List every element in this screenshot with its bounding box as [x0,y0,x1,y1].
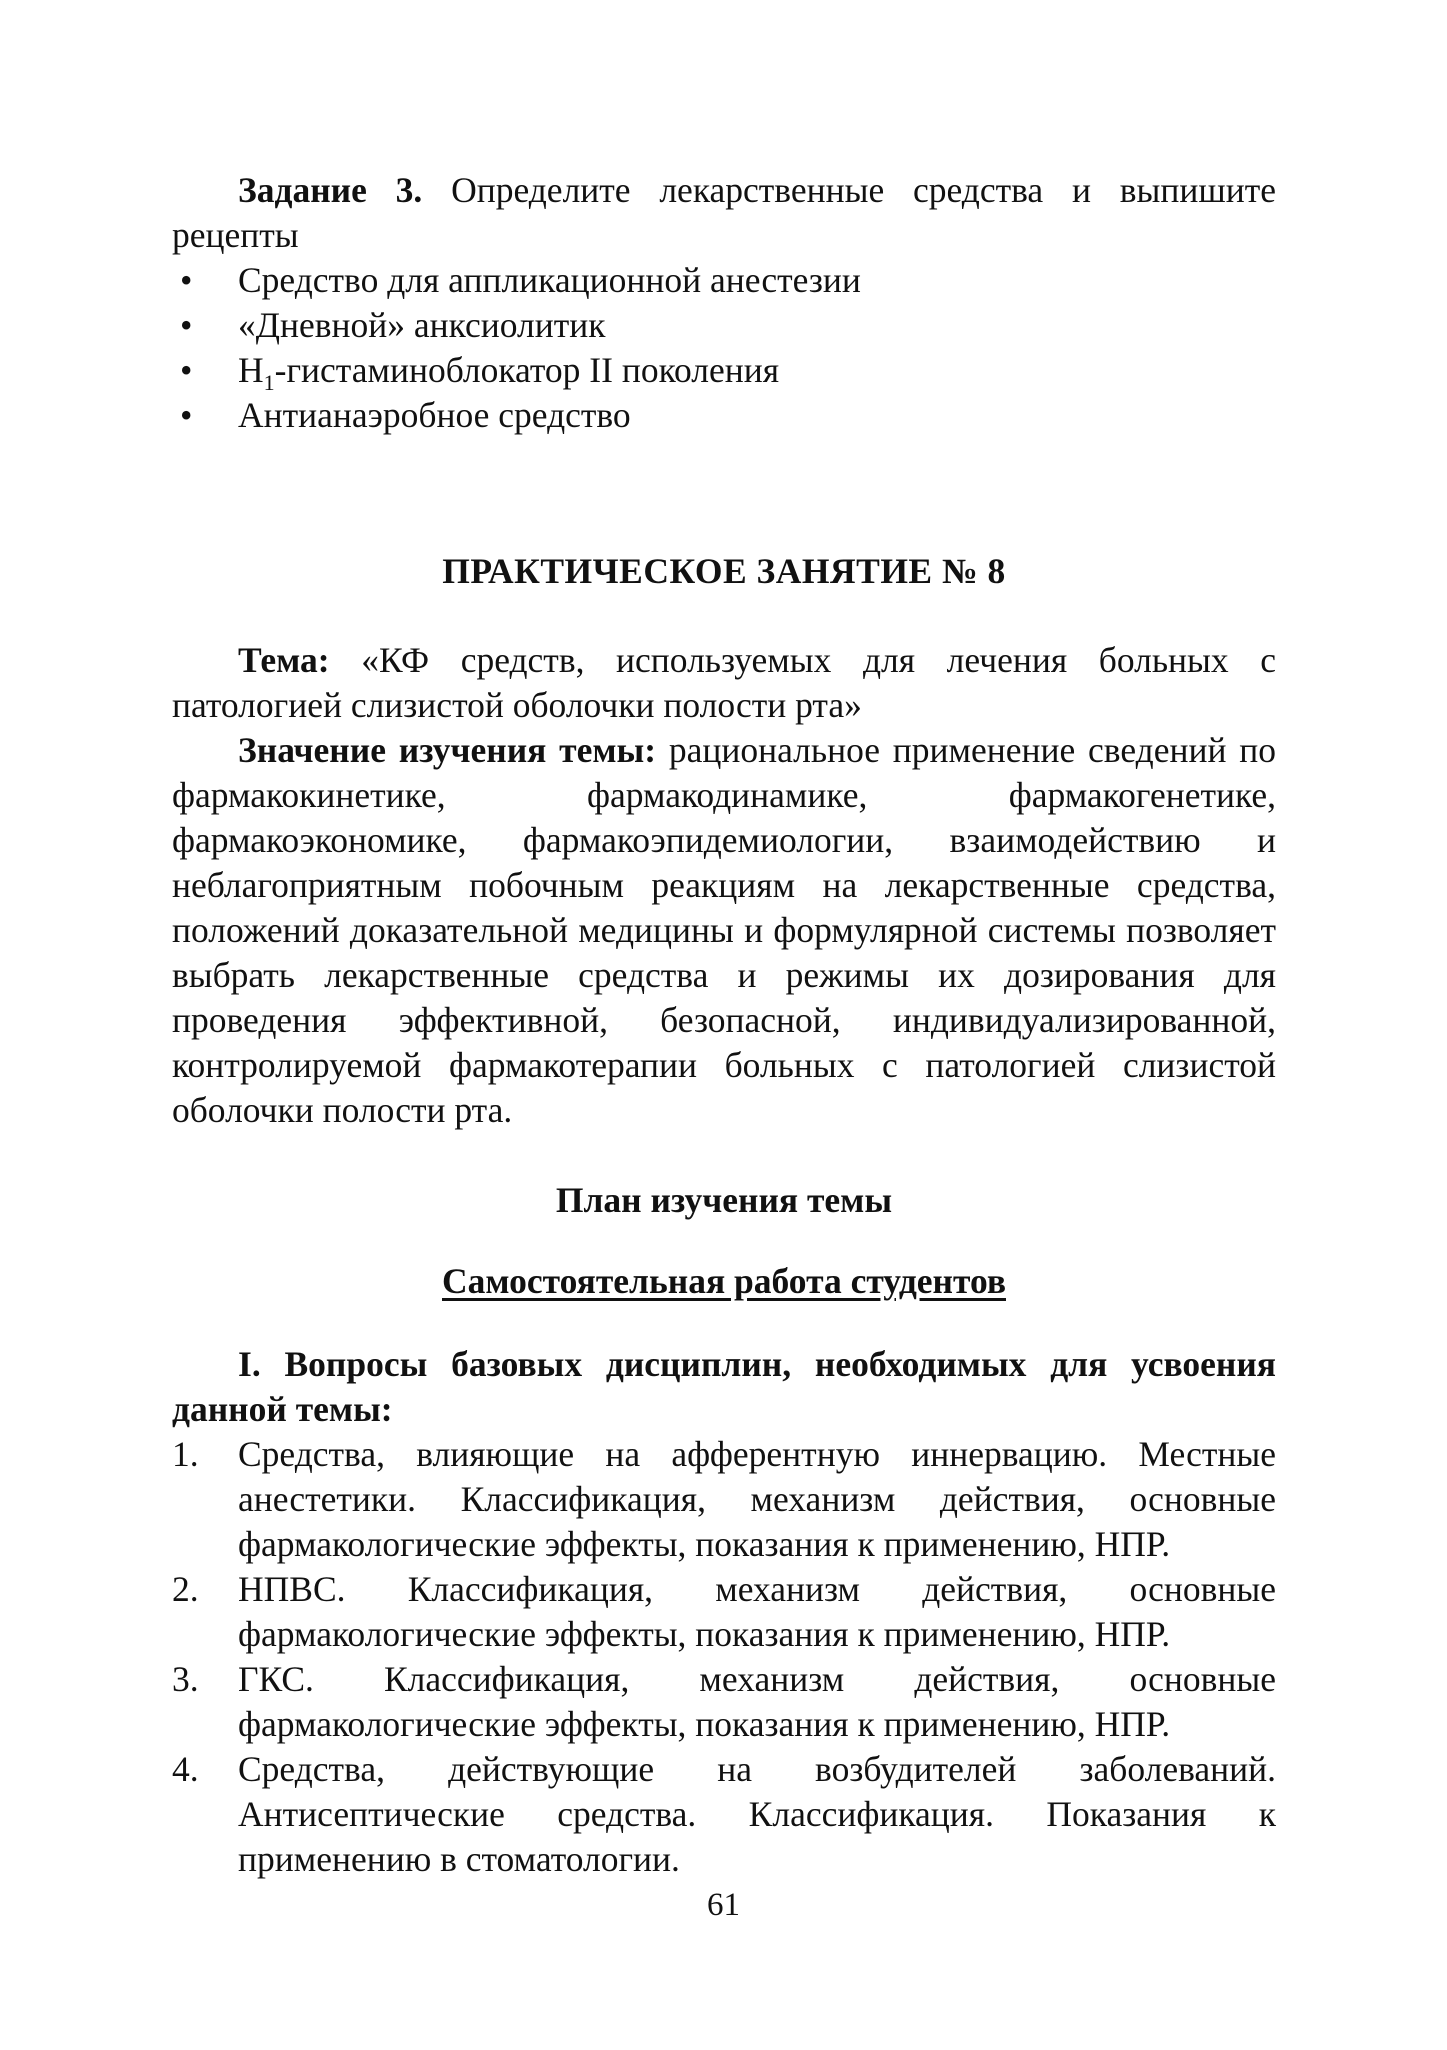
list-item [172,303,1276,348]
list-item-text: «Дневной» анксиолитик [238,305,606,345]
plan-title: План изучения темы [555,1180,893,1220]
list-item-text: ГКС. Классификация, механизм действия, основные фармакологические эффекты, показания к применению, НПР. [238,1659,1276,1744]
h1-suffix: -гистаминоблокатор II поколения [274,350,780,390]
questions-title-text: I. Вопросы базовых дисциплин, необходимых для усвоения данной темы: [172,1344,1276,1429]
document-page [172,168,1276,1882]
znachenie-paragraph [172,728,1276,1133]
tema-label: Тема: [238,640,330,680]
list-item [172,1432,1276,1567]
task3-paragraph [172,168,1276,258]
list-item-text: НПВС. Классификация, механизм действия, основные фармакологические эффекты, показания к применению, НПР. [238,1569,1276,1654]
list-item [172,258,1276,303]
list-item-text: Средство для аппликационной анестезии [238,260,861,300]
list-item-text: Средства, действующие на возбудителей заболеваний. Антисептические средства. Классификация. Показания к применению в стоматологии. [238,1749,1276,1879]
list-item-number: 4. [172,1749,199,1789]
h1-prefix: H [238,350,264,390]
list-item-text: Средства, влияющие на афферентную иннервацию. Местные анестетики. Классификация, механизм действия, основные фармакологические эффекты, показания к применению, НПР. [238,1434,1276,1564]
srs-title: Самостоятельная работа студентов [442,1261,1006,1301]
tema-paragraph [172,638,1276,728]
list-item [172,1657,1276,1747]
bullet-glyph: • [180,260,193,300]
znachenie-label: Значение изучения темы: [238,730,657,770]
bullet-glyph: • [180,395,193,435]
list-item [172,393,1276,438]
task3-list [172,258,1276,438]
list-item-number: 2. [172,1569,199,1609]
list-item-number: 3. [172,1659,199,1699]
list-item [172,348,1276,396]
questions-title [172,1342,1276,1432]
page-number: 61 [707,1887,740,1923]
list-item [172,1747,1276,1882]
practice-title: ПРАКТИЧЕСКОЕ ЗАНЯТИЕ № 8 [442,551,1006,591]
task3-label: Задание 3. [238,170,423,210]
bullet-glyph: • [180,350,193,390]
questions-list [172,1432,1276,1882]
list-item-text: Антианаэробное средство [238,395,631,435]
tema-text: «КФ средств, используемых для лечения больных с патологией слизистой оболочки полости рта» [172,640,1276,725]
list-item-number: 1. [172,1434,199,1474]
list-item [172,1567,1276,1657]
h1-subscript: 1 [263,370,275,396]
task3-text: Определите лекарственные средства и выпишите рецепты [172,170,1276,255]
bullet-glyph: • [180,305,193,345]
znachenie-text: рациональное применение сведений по фармакокинетике, фармакодинамике, фармакогенетике, фармакоэкономике, фармакоэпидемиологии, взаимодействию и неблагоприятным побочным реакциям на лекарственные средства, положений доказательной медицины и формулярной системы позволяет выбрать лекарственные средства и режимы их дозирования для проведения эффективной, безопасной, индивидуализированной, контролируемой фармакотерапии больных с патологией слизистой оболочки полости рта. [172,730,1276,1130]
